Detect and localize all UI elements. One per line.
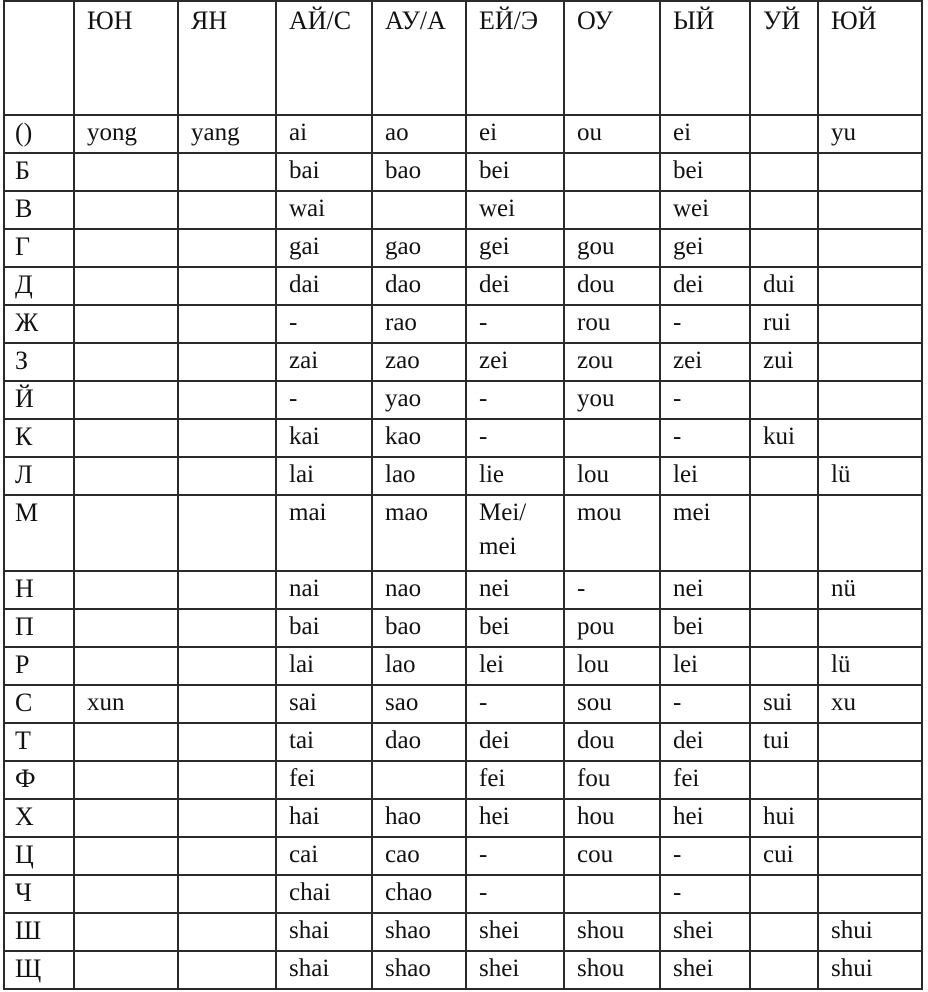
row-letter: Р bbox=[4, 647, 74, 685]
row-letter: Г bbox=[4, 229, 74, 267]
table-cell: tui bbox=[750, 723, 818, 761]
table-cell bbox=[74, 191, 178, 229]
table-cell bbox=[818, 153, 922, 191]
table-cell bbox=[178, 571, 276, 609]
column-header: ЕЙ/Э bbox=[466, 1, 564, 115]
column-header: ОУ bbox=[564, 1, 660, 115]
table-cell: dei bbox=[466, 723, 564, 761]
column-header: АЙ/С bbox=[276, 1, 372, 115]
table-cell: hao bbox=[372, 799, 466, 837]
column-header: ЫЙ bbox=[660, 1, 750, 115]
table-cell: - bbox=[660, 837, 750, 875]
table-cell: dei bbox=[660, 723, 750, 761]
table-cell bbox=[750, 609, 818, 647]
table-cell bbox=[178, 761, 276, 799]
table-cell bbox=[372, 761, 466, 799]
table-cell: shao bbox=[372, 913, 466, 951]
table-cell: - bbox=[660, 381, 750, 419]
table-cell bbox=[178, 229, 276, 267]
table-cell: lei bbox=[660, 457, 750, 495]
table-cell bbox=[750, 229, 818, 267]
table-cell bbox=[74, 495, 178, 571]
table-cell: yang bbox=[178, 115, 276, 153]
table-cell: Mei/ mei bbox=[466, 495, 564, 571]
table-cell: wei bbox=[466, 191, 564, 229]
table-row bbox=[4, 495, 922, 571]
table-cell bbox=[750, 115, 818, 153]
table-cell bbox=[74, 229, 178, 267]
table-cell: lai bbox=[276, 647, 372, 685]
table-cell: you bbox=[564, 381, 660, 419]
table-cell bbox=[564, 419, 660, 457]
table-cell: mou bbox=[564, 495, 660, 571]
table-cell: fei bbox=[276, 761, 372, 799]
table-row bbox=[4, 647, 922, 685]
table-cell bbox=[178, 191, 276, 229]
table-cell: kao bbox=[372, 419, 466, 457]
table-cell: cou bbox=[564, 837, 660, 875]
table-cell bbox=[750, 951, 818, 989]
table-cell: lei bbox=[466, 647, 564, 685]
table-cell bbox=[750, 875, 818, 913]
row-letter: Б bbox=[4, 153, 74, 191]
table-row bbox=[4, 685, 922, 723]
table-cell bbox=[818, 837, 922, 875]
table-cell: dai bbox=[276, 267, 372, 305]
row-letter: В bbox=[4, 191, 74, 229]
table-cell bbox=[74, 837, 178, 875]
table-cell bbox=[564, 153, 660, 191]
table-cell bbox=[178, 913, 276, 951]
row-letter: К bbox=[4, 419, 74, 457]
table-cell: bei bbox=[466, 153, 564, 191]
table-cell bbox=[818, 381, 922, 419]
table-cell: bai bbox=[276, 153, 372, 191]
table-row bbox=[4, 381, 922, 419]
row-letter: П bbox=[4, 609, 74, 647]
table-cell bbox=[178, 419, 276, 457]
table-row bbox=[4, 343, 922, 381]
table-cell: dao bbox=[372, 267, 466, 305]
table-cell: wai bbox=[276, 191, 372, 229]
table-cell bbox=[818, 267, 922, 305]
row-letter: С bbox=[4, 685, 74, 723]
table-cell: mao bbox=[372, 495, 466, 571]
table-cell: - bbox=[564, 571, 660, 609]
table-cell bbox=[74, 153, 178, 191]
table-cell bbox=[74, 913, 178, 951]
table-cell: sao bbox=[372, 685, 466, 723]
table-cell: mei bbox=[660, 495, 750, 571]
table-cell bbox=[74, 267, 178, 305]
table-cell: lie bbox=[466, 457, 564, 495]
table-cell: - bbox=[466, 305, 564, 343]
row-letter: З bbox=[4, 343, 74, 381]
table-cell bbox=[750, 495, 818, 571]
table-cell: - bbox=[466, 381, 564, 419]
table-cell: nei bbox=[466, 571, 564, 609]
table-cell: tai bbox=[276, 723, 372, 761]
table-cell: dao bbox=[372, 723, 466, 761]
table-cell: yu bbox=[818, 115, 922, 153]
table-cell: pou bbox=[564, 609, 660, 647]
table-cell: bao bbox=[372, 609, 466, 647]
row-letter: Щ bbox=[4, 951, 74, 989]
table-row bbox=[4, 799, 922, 837]
table-cell: - bbox=[466, 875, 564, 913]
table-cell: shao bbox=[372, 951, 466, 989]
table-cell: shai bbox=[276, 913, 372, 951]
table-cell bbox=[818, 419, 922, 457]
table-row bbox=[4, 457, 922, 495]
column-header: УЙ bbox=[750, 1, 818, 115]
table-cell bbox=[178, 495, 276, 571]
table-cell: lou bbox=[564, 457, 660, 495]
table-cell bbox=[178, 153, 276, 191]
table-row bbox=[4, 609, 922, 647]
table-row bbox=[4, 951, 922, 989]
table-cell bbox=[74, 799, 178, 837]
table-cell: hou bbox=[564, 799, 660, 837]
table-cell bbox=[74, 305, 178, 343]
table-cell: bei bbox=[466, 609, 564, 647]
table-cell: yao bbox=[372, 381, 466, 419]
table-cell: bai bbox=[276, 609, 372, 647]
table-cell bbox=[178, 267, 276, 305]
table-cell: chai bbox=[276, 875, 372, 913]
table-cell: gai bbox=[276, 229, 372, 267]
table-cell: shou bbox=[564, 951, 660, 989]
table-cell bbox=[750, 381, 818, 419]
transliteration-table bbox=[3, 0, 923, 990]
table-cell bbox=[178, 343, 276, 381]
table-row bbox=[4, 305, 922, 343]
table-cell bbox=[178, 799, 276, 837]
table-cell bbox=[74, 343, 178, 381]
table-cell: shei bbox=[466, 951, 564, 989]
table-cell: zao bbox=[372, 343, 466, 381]
table-cell: lü bbox=[818, 457, 922, 495]
table-cell: rao bbox=[372, 305, 466, 343]
table-cell: lü bbox=[818, 647, 922, 685]
table-cell: ei bbox=[466, 115, 564, 153]
table-cell: nei bbox=[660, 571, 750, 609]
table-cell: - bbox=[660, 685, 750, 723]
table-cell: zai bbox=[276, 343, 372, 381]
table-row bbox=[4, 837, 922, 875]
table-cell bbox=[818, 875, 922, 913]
table-cell: xu bbox=[818, 685, 922, 723]
table-row bbox=[4, 571, 922, 609]
table-cell bbox=[178, 951, 276, 989]
table-cell: - bbox=[660, 419, 750, 457]
table-cell: dei bbox=[466, 267, 564, 305]
table-cell bbox=[818, 343, 922, 381]
table-cell: fei bbox=[466, 761, 564, 799]
table-cell bbox=[178, 685, 276, 723]
table-cell bbox=[818, 799, 922, 837]
table-cell: - bbox=[466, 837, 564, 875]
table-cell bbox=[74, 761, 178, 799]
header-row bbox=[4, 1, 922, 115]
table-cell bbox=[74, 723, 178, 761]
table-cell bbox=[74, 457, 178, 495]
table-cell bbox=[178, 305, 276, 343]
table-row bbox=[4, 723, 922, 761]
table-cell bbox=[178, 837, 276, 875]
table-cell: zei bbox=[660, 343, 750, 381]
table-row bbox=[4, 875, 922, 913]
table-row bbox=[4, 115, 922, 153]
table-cell bbox=[178, 609, 276, 647]
table-cell: cui bbox=[750, 837, 818, 875]
row-letter: Ф bbox=[4, 761, 74, 799]
row-letter: Ш bbox=[4, 913, 74, 951]
table-cell bbox=[74, 419, 178, 457]
column-header: ЮЙ bbox=[818, 1, 922, 115]
table-cell: shou bbox=[564, 913, 660, 951]
table-cell bbox=[74, 647, 178, 685]
table-cell: hei bbox=[660, 799, 750, 837]
table-cell: lao bbox=[372, 457, 466, 495]
table-cell bbox=[750, 761, 818, 799]
table-cell bbox=[74, 571, 178, 609]
table-cell: shui bbox=[818, 951, 922, 989]
table-row bbox=[4, 913, 922, 951]
table-cell bbox=[818, 305, 922, 343]
table-cell: hei bbox=[466, 799, 564, 837]
table-cell: nü bbox=[818, 571, 922, 609]
table-cell bbox=[74, 951, 178, 989]
row-letter: Х bbox=[4, 799, 74, 837]
table-cell: sou bbox=[564, 685, 660, 723]
table-row bbox=[4, 229, 922, 267]
table-cell: shei bbox=[660, 913, 750, 951]
table-cell bbox=[750, 913, 818, 951]
table-cell: lao bbox=[372, 647, 466, 685]
table-cell bbox=[564, 191, 660, 229]
table-cell bbox=[750, 571, 818, 609]
table-cell: sui bbox=[750, 685, 818, 723]
table-cell: cai bbox=[276, 837, 372, 875]
row-letter: М bbox=[4, 495, 74, 571]
table-cell: - bbox=[276, 381, 372, 419]
table-cell: nao bbox=[372, 571, 466, 609]
table-cell bbox=[818, 229, 922, 267]
row-letter: Ж bbox=[4, 305, 74, 343]
table-cell: lai bbox=[276, 457, 372, 495]
table-cell: wei bbox=[660, 191, 750, 229]
table-cell: - bbox=[660, 875, 750, 913]
table-cell: dou bbox=[564, 723, 660, 761]
table-cell: bei bbox=[660, 153, 750, 191]
table-cell: fou bbox=[564, 761, 660, 799]
table-cell bbox=[750, 457, 818, 495]
table-cell: shei bbox=[466, 913, 564, 951]
table-cell: dui bbox=[750, 267, 818, 305]
table-cell: shei bbox=[660, 951, 750, 989]
table-cell: chao bbox=[372, 875, 466, 913]
table-cell: bei bbox=[660, 609, 750, 647]
row-letter: Т bbox=[4, 723, 74, 761]
table-cell: gei bbox=[660, 229, 750, 267]
table-cell: hui bbox=[750, 799, 818, 837]
table-cell: rou bbox=[564, 305, 660, 343]
table-cell: - bbox=[466, 419, 564, 457]
table-cell: ei bbox=[660, 115, 750, 153]
table-cell: xun bbox=[74, 685, 178, 723]
table-cell: fei bbox=[660, 761, 750, 799]
table-cell: gou bbox=[564, 229, 660, 267]
table-cell bbox=[372, 191, 466, 229]
column-header: ЯН bbox=[178, 1, 276, 115]
table-cell: zou bbox=[564, 343, 660, 381]
table-cell bbox=[178, 723, 276, 761]
table-cell: gei bbox=[466, 229, 564, 267]
table-body bbox=[4, 115, 922, 989]
table-cell bbox=[818, 723, 922, 761]
table-cell bbox=[818, 191, 922, 229]
table-cell bbox=[74, 875, 178, 913]
table-cell bbox=[750, 153, 818, 191]
table-cell bbox=[750, 191, 818, 229]
table-cell: - bbox=[276, 305, 372, 343]
table-cell: ao bbox=[372, 115, 466, 153]
table-cell: kui bbox=[750, 419, 818, 457]
table-cell: yong bbox=[74, 115, 178, 153]
table-row bbox=[4, 419, 922, 457]
table-cell: - bbox=[466, 685, 564, 723]
table-cell: dei bbox=[660, 267, 750, 305]
row-letter: Л bbox=[4, 457, 74, 495]
table-row bbox=[4, 153, 922, 191]
table-cell bbox=[74, 381, 178, 419]
table-cell: mai bbox=[276, 495, 372, 571]
table-cell: zei bbox=[466, 343, 564, 381]
table-cell: ai bbox=[276, 115, 372, 153]
row-letter: Н bbox=[4, 571, 74, 609]
table-cell: zui bbox=[750, 343, 818, 381]
column-header: ЮН bbox=[74, 1, 178, 115]
table-cell: - bbox=[660, 305, 750, 343]
table-cell: hai bbox=[276, 799, 372, 837]
table-cell: lei bbox=[660, 647, 750, 685]
table-cell bbox=[818, 495, 922, 571]
table-cell: nai bbox=[276, 571, 372, 609]
table-cell: shui bbox=[818, 913, 922, 951]
table-cell: shai bbox=[276, 951, 372, 989]
row-letter: Ц bbox=[4, 837, 74, 875]
table-cell: ou bbox=[564, 115, 660, 153]
table-cell: rui bbox=[750, 305, 818, 343]
table-row bbox=[4, 761, 922, 799]
table-cell bbox=[818, 609, 922, 647]
table-cell: sai bbox=[276, 685, 372, 723]
table-cell bbox=[750, 647, 818, 685]
table-cell bbox=[818, 761, 922, 799]
table-cell bbox=[178, 381, 276, 419]
table-cell bbox=[178, 875, 276, 913]
table-row bbox=[4, 267, 922, 305]
row-letter: () bbox=[4, 115, 74, 153]
table-cell: cao bbox=[372, 837, 466, 875]
table-cell bbox=[564, 875, 660, 913]
table-cell: dou bbox=[564, 267, 660, 305]
row-letter: Д bbox=[4, 267, 74, 305]
table-cell: lou bbox=[564, 647, 660, 685]
table-cell: kai bbox=[276, 419, 372, 457]
table-cell bbox=[178, 647, 276, 685]
row-letter: Ч bbox=[4, 875, 74, 913]
header-cell-empty bbox=[4, 1, 74, 115]
table-cell: bao bbox=[372, 153, 466, 191]
table-cell bbox=[74, 609, 178, 647]
table-row bbox=[4, 191, 922, 229]
table-cell bbox=[178, 457, 276, 495]
column-header: АУ/А bbox=[372, 1, 466, 115]
table-cell: gao bbox=[372, 229, 466, 267]
row-letter: Й bbox=[4, 381, 74, 419]
